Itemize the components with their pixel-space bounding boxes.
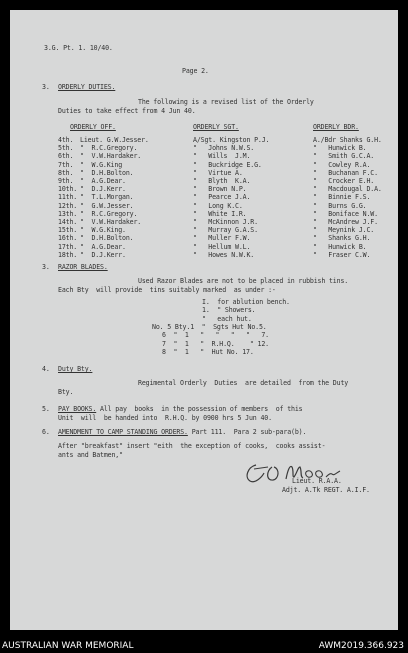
footer-bar	[0, 640, 408, 653]
razor-tin-item: 6 " 1 " " " " 7.	[162, 331, 269, 340]
signatory-role: Adjt. A.Tk REGT. A.I.F.	[282, 486, 370, 494]
roster-cell-date: 5th.	[58, 144, 74, 153]
roster-cell-date: 7th.	[58, 160, 74, 169]
roster-cell-sgt: " Muller F.W.	[193, 234, 251, 243]
roster-cell-date: 4th.	[58, 136, 74, 144]
roster-cell-bdr: " Boniface N.W.	[313, 209, 378, 218]
paragraph-text: Part 111. Para 2 sub-para(b).	[187, 428, 307, 436]
roster-cell-date: 17th.	[58, 242, 78, 251]
roster-cell-date: 12th.	[58, 201, 78, 210]
roster-cell-sgt: A/Sgt. Kingston P.J.	[193, 136, 270, 144]
roster-cell-off: " D.H.Bolton.	[80, 168, 134, 177]
roster-cell-sgt: " Virtue A.	[193, 168, 243, 177]
roster-cell-sgt: " Howes N.W.K.	[193, 250, 255, 259]
section-number: 5.	[42, 405, 50, 413]
roster-cell-date: 6th.	[58, 152, 74, 161]
roster-cell-date: 13th.	[58, 209, 78, 218]
roster-cell-sgt: " Hellum W.L.	[193, 242, 251, 251]
roster-cell-off: " G.W.Jesser.	[80, 201, 134, 210]
roster-cell-bdr: " Macdougal D.A.	[313, 185, 382, 194]
section-heading-razor-blades: RAZOR BLADES.	[58, 263, 108, 271]
paragraph-line: Bty.	[58, 388, 74, 396]
roster-cell-off: " V.W.Hardaker.	[80, 218, 142, 226]
roster-cell-sgt: " Blyth K.A.	[193, 177, 251, 185]
paragraph-line: Each Bty will provide tins suitably marked as under :-	[58, 286, 276, 294]
roster-cell-off: " T.L.Morgan.	[80, 193, 134, 202]
roster-cell-sgt: " Pearce J.A.	[193, 193, 251, 202]
section-number: 4.	[42, 365, 50, 373]
roster-cell-bdr: " Binnie F.S.	[313, 193, 371, 202]
roster-cell-date: 11th.	[58, 193, 78, 202]
roster-cell-bdr: " Burns G.G.	[313, 201, 367, 210]
paragraph-line: ants and Batmen,"	[58, 451, 123, 459]
section-number: 6.	[42, 428, 50, 436]
roster-cell-date: 8th.	[58, 168, 74, 177]
roster-cell-off: " A.G.Dear.	[80, 177, 126, 185]
roster-cell-bdr: " Meynink J.C.	[313, 226, 375, 235]
roster-cell-sgt: " Johns N.W.S.	[193, 144, 255, 153]
roster-cell-sgt: " Murray G.A.S.	[193, 226, 258, 235]
roster-cell-sgt: " McKinnon J.R.	[193, 218, 258, 226]
roster-cell-bdr: " Fraser C.W.	[313, 250, 371, 259]
paragraph-line: Unit will be handed into R.H.Q. by 0900 hrs 5 Jun 40.	[58, 414, 272, 422]
roster-cell-bdr: " Cowley R.A.	[313, 160, 371, 169]
roster-cell-sgt: " Wills J.M.	[193, 152, 251, 161]
roster-cell-sgt: " Long K.C.	[193, 201, 243, 210]
roster-cell-bdr: " Buchanan F.C.	[313, 168, 378, 177]
razor-tin-item: 8 " 1 " Hut No. 17.	[162, 347, 254, 356]
footer-accession-number: AWM2019.366.923	[318, 641, 404, 651]
roster-cell-off: " W.G.King	[80, 160, 123, 169]
roster-cell-off: " W.G.King.	[80, 226, 126, 235]
roster-cell-off: " V.W.Hardaker.	[80, 152, 142, 161]
section-number: 3.	[42, 263, 50, 271]
roster-cell-date: 9th.	[58, 177, 74, 185]
razor-tin-item: 7 " 1 " R.H.Q. " 12.	[162, 339, 269, 348]
roster-cell-off: " D.H.Bolton.	[80, 234, 134, 243]
paragraph-line: Duties to take effect from 4 Jun 40.	[58, 107, 196, 115]
paragraph-text: All pay books in the possession of members of this	[100, 405, 303, 413]
roster-cell-bdr: " McAndrew J.F.	[313, 218, 378, 226]
roster-cell-bdr: " Smith G.C.A.	[313, 152, 375, 161]
roster-cell-bdr: " Hunwick B.	[313, 144, 367, 153]
paragraph-line: Used Razor Blades are not to be placed in rubbish tins.	[138, 277, 349, 285]
paragraph-line: After "breakfast" insert "eith the exception of cooks, cooks assist-	[58, 442, 326, 450]
roster-cell-bdr: " Crocker E.H.	[313, 177, 375, 185]
section-heading-orderly-duties: ORDERLY DUTIES.	[58, 83, 116, 91]
document-page	[10, 10, 398, 630]
roster-cell-date: 14th.	[58, 218, 78, 226]
section-number: 3.	[42, 83, 50, 91]
roster-cell-date: 18th.	[58, 250, 78, 259]
paragraph-line: Regimental Orderly Duties are detailed from the Duty	[138, 379, 349, 387]
column-header-orderly-sgt: ORDERLY SGT.	[193, 123, 239, 131]
roster-cell-bdr: " Hunwick B.	[313, 242, 367, 251]
roster-cell-bdr: " Shanks G.H.	[313, 234, 371, 243]
razor-tin-item: 1. " Showers.	[202, 306, 256, 315]
paragraph-line: The following is a revised list of the Orderly	[138, 98, 314, 106]
roster-cell-date: 15th.	[58, 226, 78, 235]
roster-cell-off: " D.J.Kerr.	[80, 250, 126, 259]
roster-cell-sgt: " Brown N.P.	[193, 185, 247, 194]
razor-tin-item: No. 5 Bty.1 " Sgts Hut No.5.	[152, 322, 267, 331]
roster-cell-sgt: " White I.R.	[193, 209, 247, 218]
razor-tin-item: I. for ablution bench.	[202, 298, 290, 306]
footer-institution: AUSTRALIAN WAR MEMORIAL	[2, 641, 134, 651]
roster-cell-off: " D.J.Kerr.	[80, 185, 126, 194]
roster-cell-off: " R.C.Gregory.	[80, 209, 138, 218]
section-heading-amendment: AMENDMENT TO CAMP STANDING ORDERS.	[58, 428, 188, 436]
roster-cell-sgt: " Buckridge E.G.	[193, 160, 262, 169]
roster-cell-off: Lieut. G.W.Jesser.	[80, 136, 149, 144]
razor-tin-item: " each hut.	[202, 314, 252, 323]
column-header-orderly-bdr: ORDERLY BDR.	[313, 123, 359, 131]
signatory-rank: Lieut. R.A.A.	[292, 477, 342, 485]
roster-cell-off: " A.G.Dear.	[80, 242, 126, 251]
roster-cell-date: 10th.	[58, 185, 78, 194]
roster-cell-date: 16th.	[58, 234, 78, 243]
reference-number: 3.G. Pt. 1. 10/40.	[44, 44, 113, 52]
paragraph-line	[58, 428, 306, 436]
paragraph-line	[58, 405, 302, 413]
page-number: Page 2.	[182, 67, 209, 75]
section-heading-duty-bty: Duty Bty.	[58, 365, 93, 373]
roster-cell-off: " R.C.Gregory.	[80, 144, 138, 153]
section-heading-pay-books: PAY BOOKS.	[58, 405, 97, 413]
roster-cell-bdr: A./Bdr Shanks G.H.	[313, 136, 382, 144]
column-header-orderly-off: ORDERLY OFF.	[70, 123, 116, 131]
